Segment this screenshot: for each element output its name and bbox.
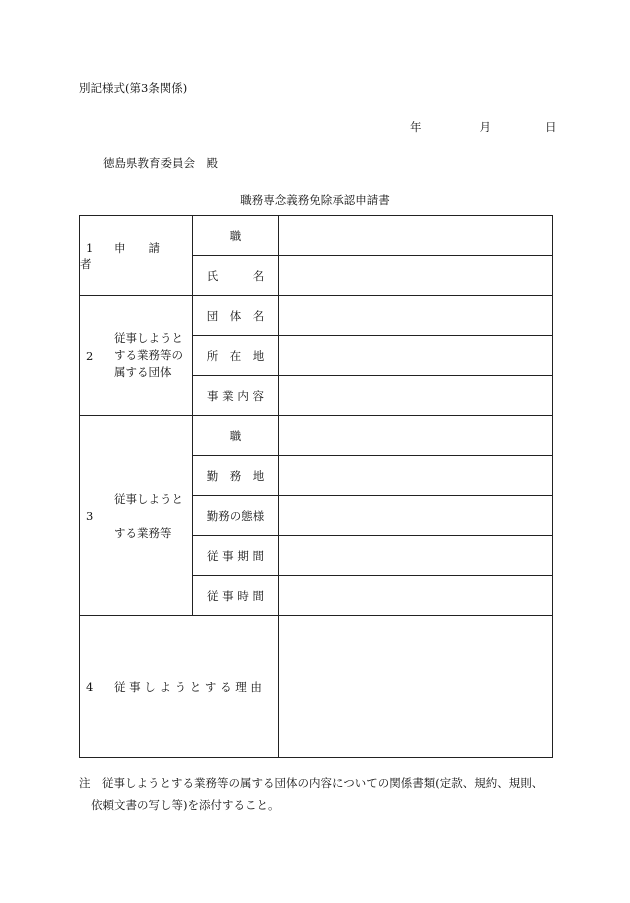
month-label: 月 <box>479 120 491 134</box>
day-label: 日 <box>545 120 557 134</box>
duties-title-field[interactable] <box>279 416 553 456</box>
organization-business-field[interactable] <box>279 376 553 416</box>
applicant-label: 申 請 者 <box>80 240 183 271</box>
duties-period-label: 従 事 期 間 <box>193 536 279 576</box>
applicant-row-title <box>80 216 553 256</box>
duties-location-field[interactable] <box>279 456 553 496</box>
applicant-title-field[interactable] <box>279 216 553 256</box>
organization-row-name <box>80 296 553 336</box>
form-label: 別記様式(第3条関係) <box>79 81 188 95</box>
organization-name-field[interactable] <box>279 296 553 336</box>
duties-mode-field[interactable] <box>279 496 553 536</box>
organization-name-label: 団 体 名 <box>193 296 279 336</box>
footnote <box>79 772 543 816</box>
reason-field[interactable] <box>279 616 553 758</box>
organization-business-label: 事 業 内 容 <box>193 376 279 416</box>
duties-period-field[interactable] <box>279 536 553 576</box>
reason-label-cell: 4 従 事 し よ う と す る 理 由 <box>80 616 279 758</box>
organization-address-label: 所 在 地 <box>193 336 279 376</box>
recipient: 徳島県教育委員会 殿 <box>103 156 218 170</box>
organization-label: 従事しようとする業務等の属する団体 <box>114 331 183 379</box>
organization-address-field[interactable] <box>279 336 553 376</box>
duties-row-title <box>80 416 553 456</box>
duties-location-label: 勤 務 地 <box>193 456 279 496</box>
applicant-title-label: 職 <box>193 216 279 256</box>
footnote-line-1: 注 従事しようとする業務等の属する団体の内容についての関係書類(定款、規約、規則、 <box>79 776 544 790</box>
duties-hours-label: 従 事 時 間 <box>193 576 279 616</box>
document-title: 職務専念義務免除承認申請書 <box>240 193 390 207</box>
footnote-line-2: 依頼文書の写し等)を添付すること。 <box>91 798 280 812</box>
date-line <box>410 119 557 135</box>
year-label: 年 <box>410 120 422 134</box>
applicant-label-cell: 1 申 請 者 <box>80 216 193 296</box>
duties-title-label: 職 <box>193 416 279 456</box>
duties-mode-label: 勤務の態様 <box>193 496 279 536</box>
duties-label-cell: 3 従事しようとする業務等 <box>80 416 193 616</box>
organization-label-cell: 2 従事しようとする業務等の属する団体 <box>80 296 193 416</box>
reason-row <box>80 616 553 758</box>
duties-hours-field[interactable] <box>279 576 553 616</box>
reason-label: 従 事 し よ う と す る 理 由 <box>114 679 262 694</box>
application-form-table <box>79 215 553 758</box>
applicant-name-field[interactable] <box>279 256 553 296</box>
applicant-name-label: 氏 名 <box>193 256 279 296</box>
duties-label: 従事しようとする業務等 <box>114 491 183 540</box>
